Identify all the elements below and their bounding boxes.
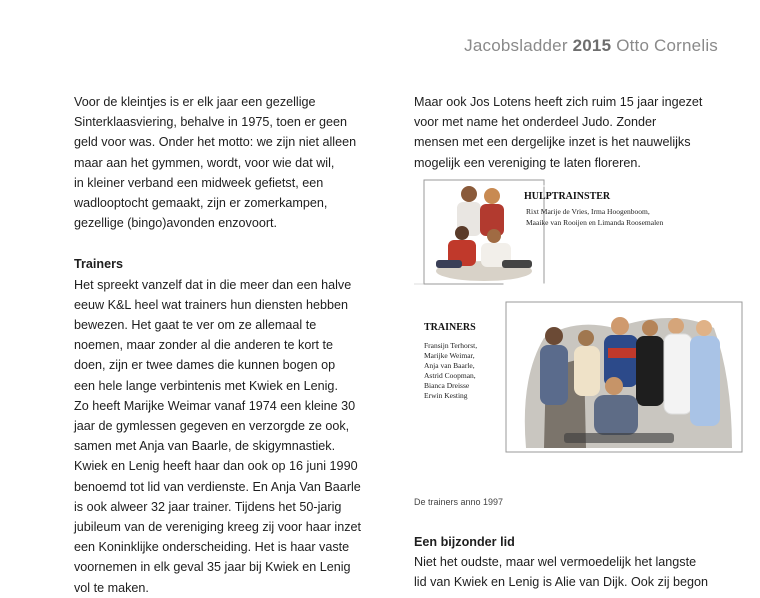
text-line: Niet het oudste, maar wel vermoedelijk het langste [414, 555, 697, 570]
text-line: Zo heeft Marijke Weimar vanaf 1974 een kleine 30 [74, 398, 356, 413]
photo-trainer-name: Fransijn Terhorst, [424, 341, 478, 350]
text-line: noemen, maar zonder al die anderen te kort te [74, 338, 334, 353]
text-line: bewezen. Het gaat te ver om ze allemaal te [74, 318, 317, 333]
photo-trainer-name: Marijke Weimar, [424, 351, 475, 360]
section-heading-bijzonder-lid: Een bijzonder lid [414, 535, 515, 549]
text-line: Het spreekt vanzelf dat in die meer dan een halve [74, 277, 352, 292]
trainers-group-figures [525, 317, 732, 448]
trainers-photo [414, 178, 754, 464]
text-line: een Koninklijke onderscheiding. Het is haar vaste [74, 540, 350, 555]
text-line: Kwiek en Lenig heeft haar dan ook op 16 juni 1990 [74, 459, 358, 474]
text-line: Sinterklaasviering, behalve in 1975, toen er geen [74, 115, 348, 130]
header-author: Otto Cornelis [616, 36, 718, 55]
section-heading-trainers: Trainers [74, 257, 124, 272]
text-line: wadlooptocht gemaakt, zijn er zomerkampen, [74, 196, 328, 211]
text-line: Maar ook Jos Lotens heeft zich ruim 15 jaar ingezet [414, 95, 703, 109]
text-line: jubileum van de vereniging kreeg zij voor haar inzet [74, 520, 362, 535]
text-line: jaar de gymlessen gegeven en verzorgde ze ook, [74, 419, 350, 434]
text-line: Voor de kleintjes is er elk jaar een gezellige [74, 95, 316, 109]
right-column [414, 92, 744, 173]
left-column [74, 92, 392, 598]
photo-trainer-name: Erwin Kesting [424, 391, 468, 400]
text-line: voornemen in elk geval 35 jaar bij Kwiek en Lenig [74, 560, 351, 575]
header-year: 2015 [572, 36, 612, 55]
photo-hulp-title: HULPTRAINSTER [524, 191, 611, 202]
text-line: voor met name het onderdeel Judo. Zonder [414, 115, 657, 130]
photo-hulp-line: Rixt Marije de Vries, Irma Hoogenboom, [526, 207, 650, 216]
text-line: samen met Anja van Baarle, de skigymnastiek. [74, 439, 336, 454]
photo-trainer-name: Astrid Coopman, [424, 371, 476, 380]
trainers-photo-illustration [414, 178, 754, 464]
text-line: lid van Kwiek en Lenig is Alie van Dijk. Ook zij begon [414, 575, 709, 590]
text-line: doen, zijn er twee dames die kunnen bogen op [74, 358, 336, 373]
photo-trainer-name: Bianca Dreisse [424, 381, 470, 390]
photo-hulp-line: Maaike van Rooijen en Limanda Roosemalen [526, 218, 664, 227]
text-line: mogelijk een vereniging te laten floreren. [414, 155, 641, 170]
text-line: vol te maken. [74, 580, 149, 595]
text-line: eeuw K&L heel wat trainers hun diensten hebben [74, 297, 348, 312]
text-line: benoemd tot lid van verdienste. En Anja Van Baarle [74, 479, 361, 494]
photo-trainers-title: TRAINERS [424, 322, 476, 333]
text-line: is ook alweer 32 jaar trainer. Tijdens het 50-jarig [74, 499, 342, 514]
text-line: geld voor was. Onder het motto: we zijn niet alleen [74, 135, 357, 150]
photo-caption: De trainers anno 1997 [414, 497, 504, 507]
text-line: een hele lange verbintenis met Kwiek en Lenig. [74, 378, 338, 393]
page-header [464, 36, 718, 56]
text-line: mensen met een dergelijke inzet is het nauwelijks [414, 135, 691, 150]
text-line: gezellige (bingo)avonden enzovoort. [74, 216, 278, 231]
header-title: Jacobsladder [464, 36, 568, 55]
right-column-bottom [414, 532, 744, 593]
photo-trainer-name: Anja van Baarle, [424, 361, 475, 370]
text-line: maar aan het gymmen, wordt, voor wie dat wil, [74, 155, 335, 170]
text-line: in kleiner verband een midweek gefietst, een [74, 175, 324, 190]
